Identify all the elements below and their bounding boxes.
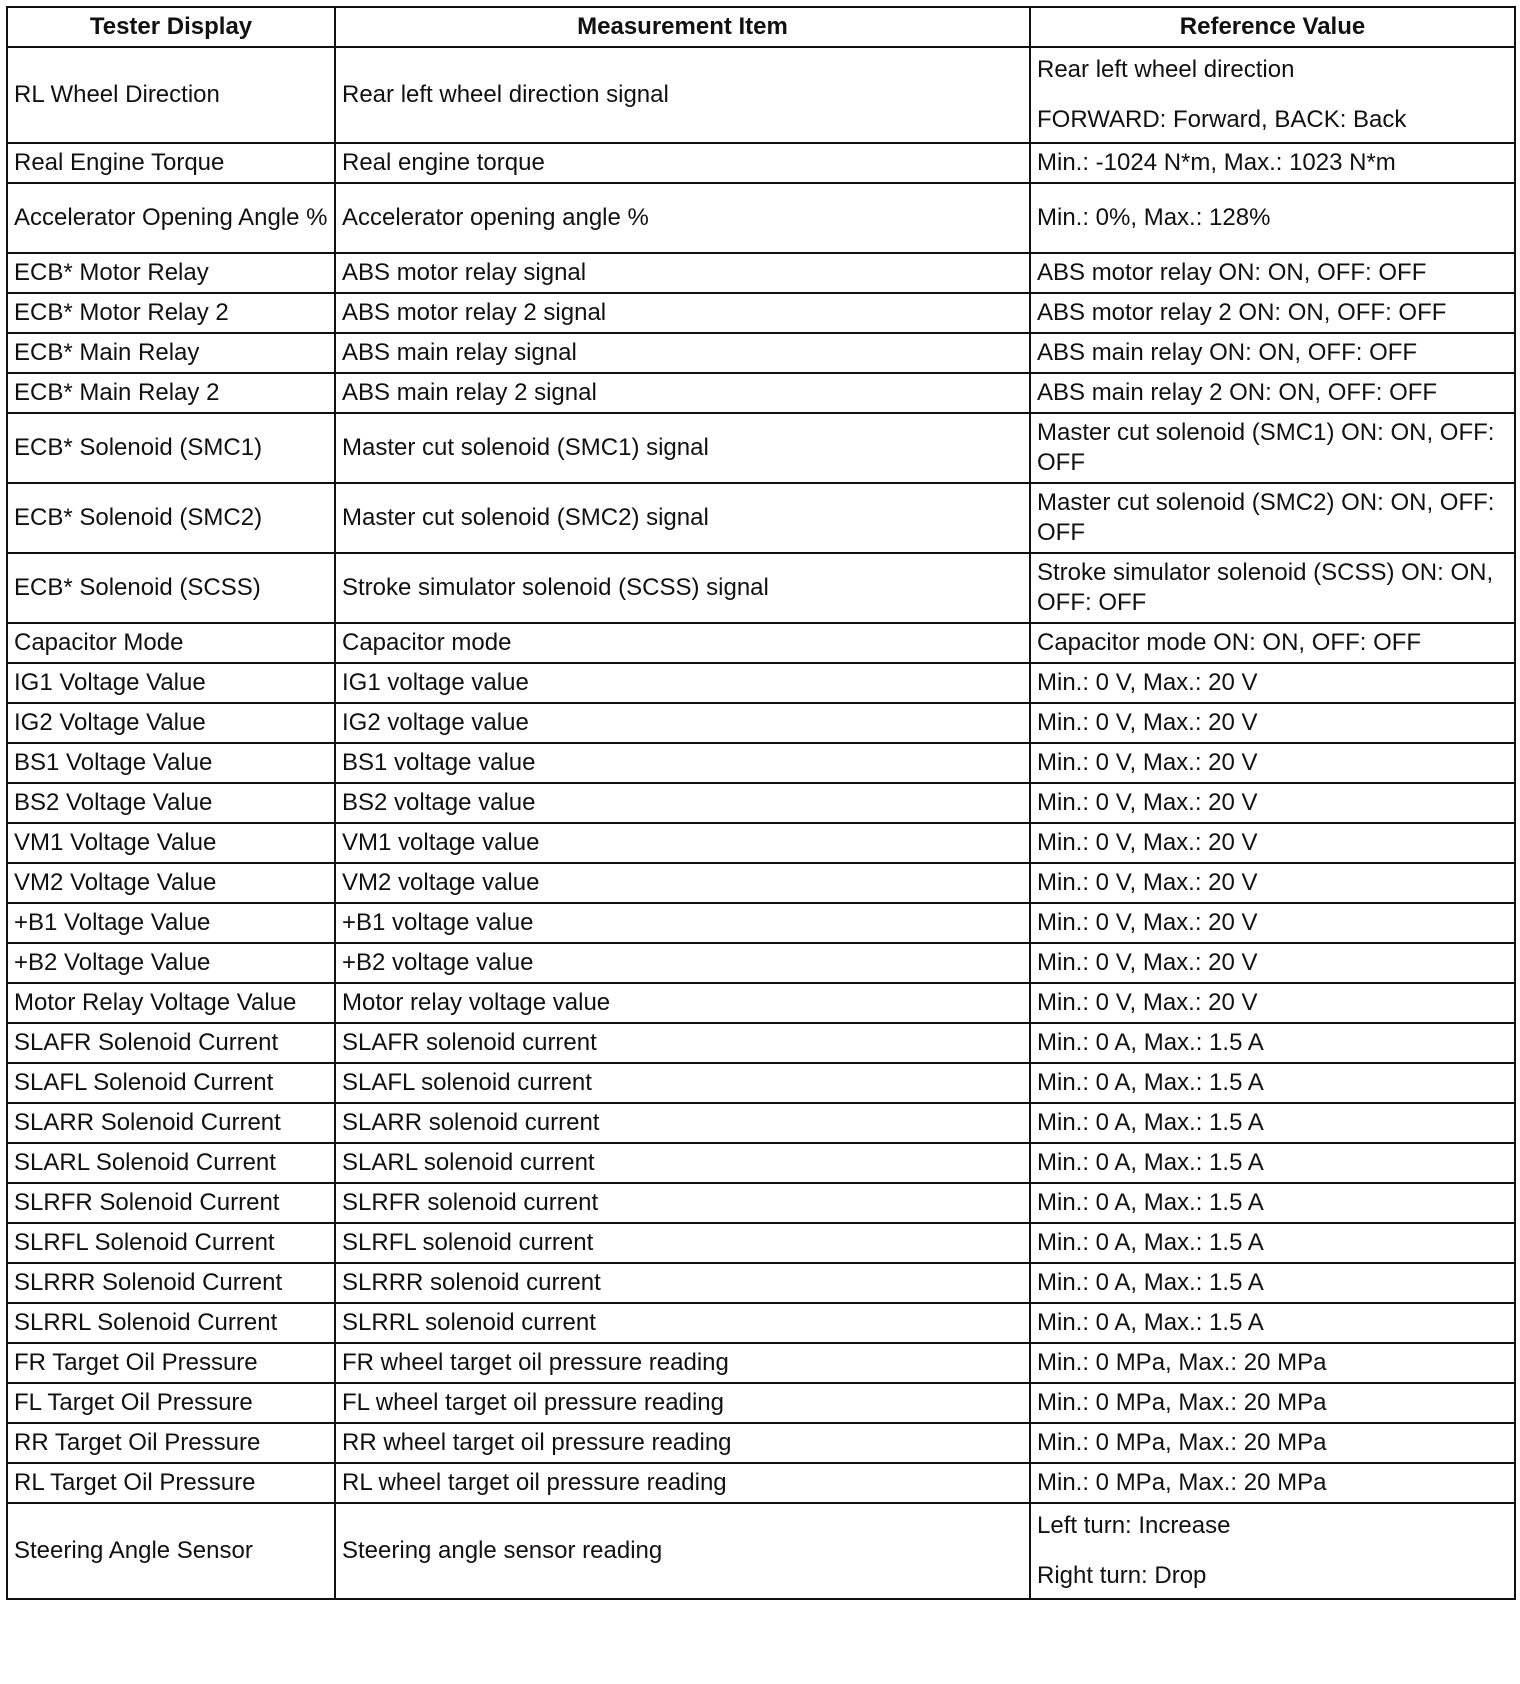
tester-display-cell: SLARR Solenoid Current [7,1103,335,1143]
measurement-item-cell: Steering angle sensor reading [335,1503,1030,1599]
tester-display-cell: ECB* Main Relay [7,333,335,373]
measurement-item-cell: IG2 voltage value [335,703,1030,743]
reference-value-cell: ABS motor relay ON: ON, OFF: OFF [1030,253,1515,293]
measurement-item-cell: SLARL solenoid current [335,1143,1030,1183]
reference-value-cell: Min.: 0 A, Max.: 1.5 A [1030,1103,1515,1143]
measurement-item-cell: Rear left wheel direction signal [335,47,1030,143]
tester-display-cell: ECB* Motor Relay 2 [7,293,335,333]
table-row [7,183,1515,253]
tester-display-cell: RR Target Oil Pressure [7,1423,335,1463]
table-row [7,703,1515,743]
reference-value-cell: ABS main relay ON: ON, OFF: OFF [1030,333,1515,373]
table-row [7,1423,1515,1463]
reference-value-cell: Min.: 0 V, Max.: 20 V [1030,943,1515,983]
reference-value-cell: Min.: 0 V, Max.: 20 V [1030,863,1515,903]
reference-value-cell: Min.: 0%, Max.: 128% [1030,183,1515,253]
reference-value-cell [1030,47,1515,143]
table-row [7,1303,1515,1343]
reference-value-cell: Min.: 0 V, Max.: 20 V [1030,743,1515,783]
table-row [7,863,1515,903]
tester-display-cell: ECB* Motor Relay [7,253,335,293]
tester-display-cell: FR Target Oil Pressure [7,1343,335,1383]
measurement-item-cell: VM1 voltage value [335,823,1030,863]
tester-display-cell: ECB* Solenoid (SMC2) [7,483,335,553]
table-row [7,783,1515,823]
measurement-item-cell: RL wheel target oil pressure reading [335,1463,1030,1503]
tester-display-cell: ECB* Solenoid (SCSS) [7,553,335,623]
tester-display-cell: SLRRL Solenoid Current [7,1303,335,1343]
table-row [7,333,1515,373]
reference-value-cell: Master cut solenoid (SMC1) ON: ON, OFF: OFF [1030,413,1515,483]
table-row [7,483,1515,553]
reference-value-cell: Min.: 0 A, Max.: 1.5 A [1030,1183,1515,1223]
tester-display-cell: VM1 Voltage Value [7,823,335,863]
measurement-item-cell: +B2 voltage value [335,943,1030,983]
tester-display-cell: VM2 Voltage Value [7,863,335,903]
tester-display-cell: BS2 Voltage Value [7,783,335,823]
reference-line: FORWARD: Forward, BACK: Back [1037,106,1407,133]
table-row [7,823,1515,863]
table-row [7,903,1515,943]
reference-value-cell: ABS main relay 2 ON: ON, OFF: OFF [1030,373,1515,413]
tester-display-cell: BS1 Voltage Value [7,743,335,783]
reference-value-cell: Min.: 0 V, Max.: 20 V [1030,703,1515,743]
header-reference-value: Reference Value [1030,7,1515,47]
tester-display-cell: SLRRR Solenoid Current [7,1263,335,1303]
tester-display-cell: Accelerator Opening Angle % [7,183,335,253]
table-row [7,1223,1515,1263]
table-row [7,413,1515,483]
measurement-item-cell: Stroke simulator solenoid (SCSS) signal [335,553,1030,623]
tester-display-cell: SLAFR Solenoid Current [7,1023,335,1063]
table-row [7,293,1515,333]
measurement-item-cell: Real engine torque [335,143,1030,183]
reference-value-cell: Min.: 0 A, Max.: 1.5 A [1030,1023,1515,1063]
tester-display-cell: IG2 Voltage Value [7,703,335,743]
measurement-item-cell: SLARR solenoid current [335,1103,1030,1143]
reference-value-cell: Min.: 0 MPa, Max.: 20 MPa [1030,1383,1515,1423]
tester-display-cell: ECB* Solenoid (SMC1) [7,413,335,483]
measurement-item-cell: Capacitor mode [335,623,1030,663]
reference-value-cell: Capacitor mode ON: ON, OFF: OFF [1030,623,1515,663]
reference-value-cell: Min.: 0 V, Max.: 20 V [1030,983,1515,1023]
measurement-item-cell: Motor relay voltage value [335,983,1030,1023]
table-row [7,253,1515,293]
tester-display-cell: ECB* Main Relay 2 [7,373,335,413]
tester-display-cell: Real Engine Torque [7,143,335,183]
measurement-item-cell: IG1 voltage value [335,663,1030,703]
table-row [7,1503,1515,1599]
reference-value-cell: Min.: -1024 N*m, Max.: 1023 N*m [1030,143,1515,183]
data-list-table [6,6,1516,1600]
reference-value-cell [1030,1503,1515,1599]
tester-display-cell: FL Target Oil Pressure [7,1383,335,1423]
tester-display-cell: SLRFR Solenoid Current [7,1183,335,1223]
tester-display-cell: +B2 Voltage Value [7,943,335,983]
table-row [7,1103,1515,1143]
table-row [7,143,1515,183]
reference-value-cell: Stroke simulator solenoid (SCSS) ON: ON, OFF: OFF [1030,553,1515,623]
table-row [7,373,1515,413]
reference-value-cell: Min.: 0 MPa, Max.: 20 MPa [1030,1343,1515,1383]
tester-display-cell: RL Wheel Direction [7,47,335,143]
measurement-item-cell: BS1 voltage value [335,743,1030,783]
tester-display-cell: SLARL Solenoid Current [7,1143,335,1183]
header-measurement-item: Measurement Item [335,7,1030,47]
header-row [7,7,1515,47]
reference-line: Right turn: Drop [1037,1562,1207,1589]
reference-value-cell: Master cut solenoid (SMC2) ON: ON, OFF: OFF [1030,483,1515,553]
table-row [7,743,1515,783]
reference-line: Rear left wheel direction [1037,56,1295,83]
reference-value-cell: Min.: 0 A, Max.: 1.5 A [1030,1143,1515,1183]
measurement-item-cell: SLRFR solenoid current [335,1183,1030,1223]
measurement-item-cell: BS2 voltage value [335,783,1030,823]
measurement-item-cell: +B1 voltage value [335,903,1030,943]
table-row [7,1183,1515,1223]
table-row [7,47,1515,143]
reference-value-cell: ABS motor relay 2 ON: ON, OFF: OFF [1030,293,1515,333]
table-row [7,1263,1515,1303]
reference-value-cell: Min.: 0 MPa, Max.: 20 MPa [1030,1423,1515,1463]
tester-display-cell: Capacitor Mode [7,623,335,663]
measurement-item-cell: RR wheel target oil pressure reading [335,1423,1030,1463]
table-row [7,1343,1515,1383]
measurement-item-cell: FR wheel target oil pressure reading [335,1343,1030,1383]
measurement-item-cell: SLRRR solenoid current [335,1263,1030,1303]
tester-display-cell: SLAFL Solenoid Current [7,1063,335,1103]
reference-value-cell: Min.: 0 V, Max.: 20 V [1030,823,1515,863]
measurement-item-cell: SLAFL solenoid current [335,1063,1030,1103]
table-row [7,1383,1515,1423]
reference-value-cell: Min.: 0 A, Max.: 1.5 A [1030,1263,1515,1303]
tester-display-cell: Motor Relay Voltage Value [7,983,335,1023]
measurement-item-cell: ABS main relay signal [335,333,1030,373]
measurement-item-cell: Accelerator opening angle % [335,183,1030,253]
tester-display-cell: SLRFL Solenoid Current [7,1223,335,1263]
reference-value-cell: Min.: 0 V, Max.: 20 V [1030,903,1515,943]
measurement-item-cell: SLRFL solenoid current [335,1223,1030,1263]
table-row [7,1023,1515,1063]
reference-value-cell: Min.: 0 V, Max.: 20 V [1030,783,1515,823]
tester-display-cell: +B1 Voltage Value [7,903,335,943]
table-row [7,1463,1515,1503]
measurement-item-cell: SLAFR solenoid current [335,1023,1030,1063]
measurement-item-cell: ABS main relay 2 signal [335,373,1030,413]
measurement-item-cell: SLRRL solenoid current [335,1303,1030,1343]
table-row [7,1143,1515,1183]
measurement-item-cell: VM2 voltage value [335,863,1030,903]
measurement-item-cell: Master cut solenoid (SMC1) signal [335,413,1030,483]
reference-value-cell: Min.: 0 A, Max.: 1.5 A [1030,1223,1515,1263]
tester-display-cell: RL Target Oil Pressure [7,1463,335,1503]
table-row [7,623,1515,663]
table-row [7,1063,1515,1103]
reference-line: Left turn: Increase [1037,1512,1231,1539]
header-tester-display: Tester Display [7,7,335,47]
measurement-item-cell: FL wheel target oil pressure reading [335,1383,1030,1423]
reference-value-cell: Min.: 0 MPa, Max.: 20 MPa [1030,1463,1515,1503]
reference-value-cell: Min.: 0 A, Max.: 1.5 A [1030,1063,1515,1103]
table-row [7,553,1515,623]
measurement-item-cell: ABS motor relay 2 signal [335,293,1030,333]
measurement-item-cell: ABS motor relay signal [335,253,1030,293]
table-row [7,663,1515,703]
measurement-item-cell: Master cut solenoid (SMC2) signal [335,483,1030,553]
table-row [7,983,1515,1023]
reference-value-cell: Min.: 0 A, Max.: 1.5 A [1030,1303,1515,1343]
reference-value-cell: Min.: 0 V, Max.: 20 V [1030,663,1515,703]
tester-display-cell: Steering Angle Sensor [7,1503,335,1599]
table-row [7,943,1515,983]
tester-display-cell: IG1 Voltage Value [7,663,335,703]
